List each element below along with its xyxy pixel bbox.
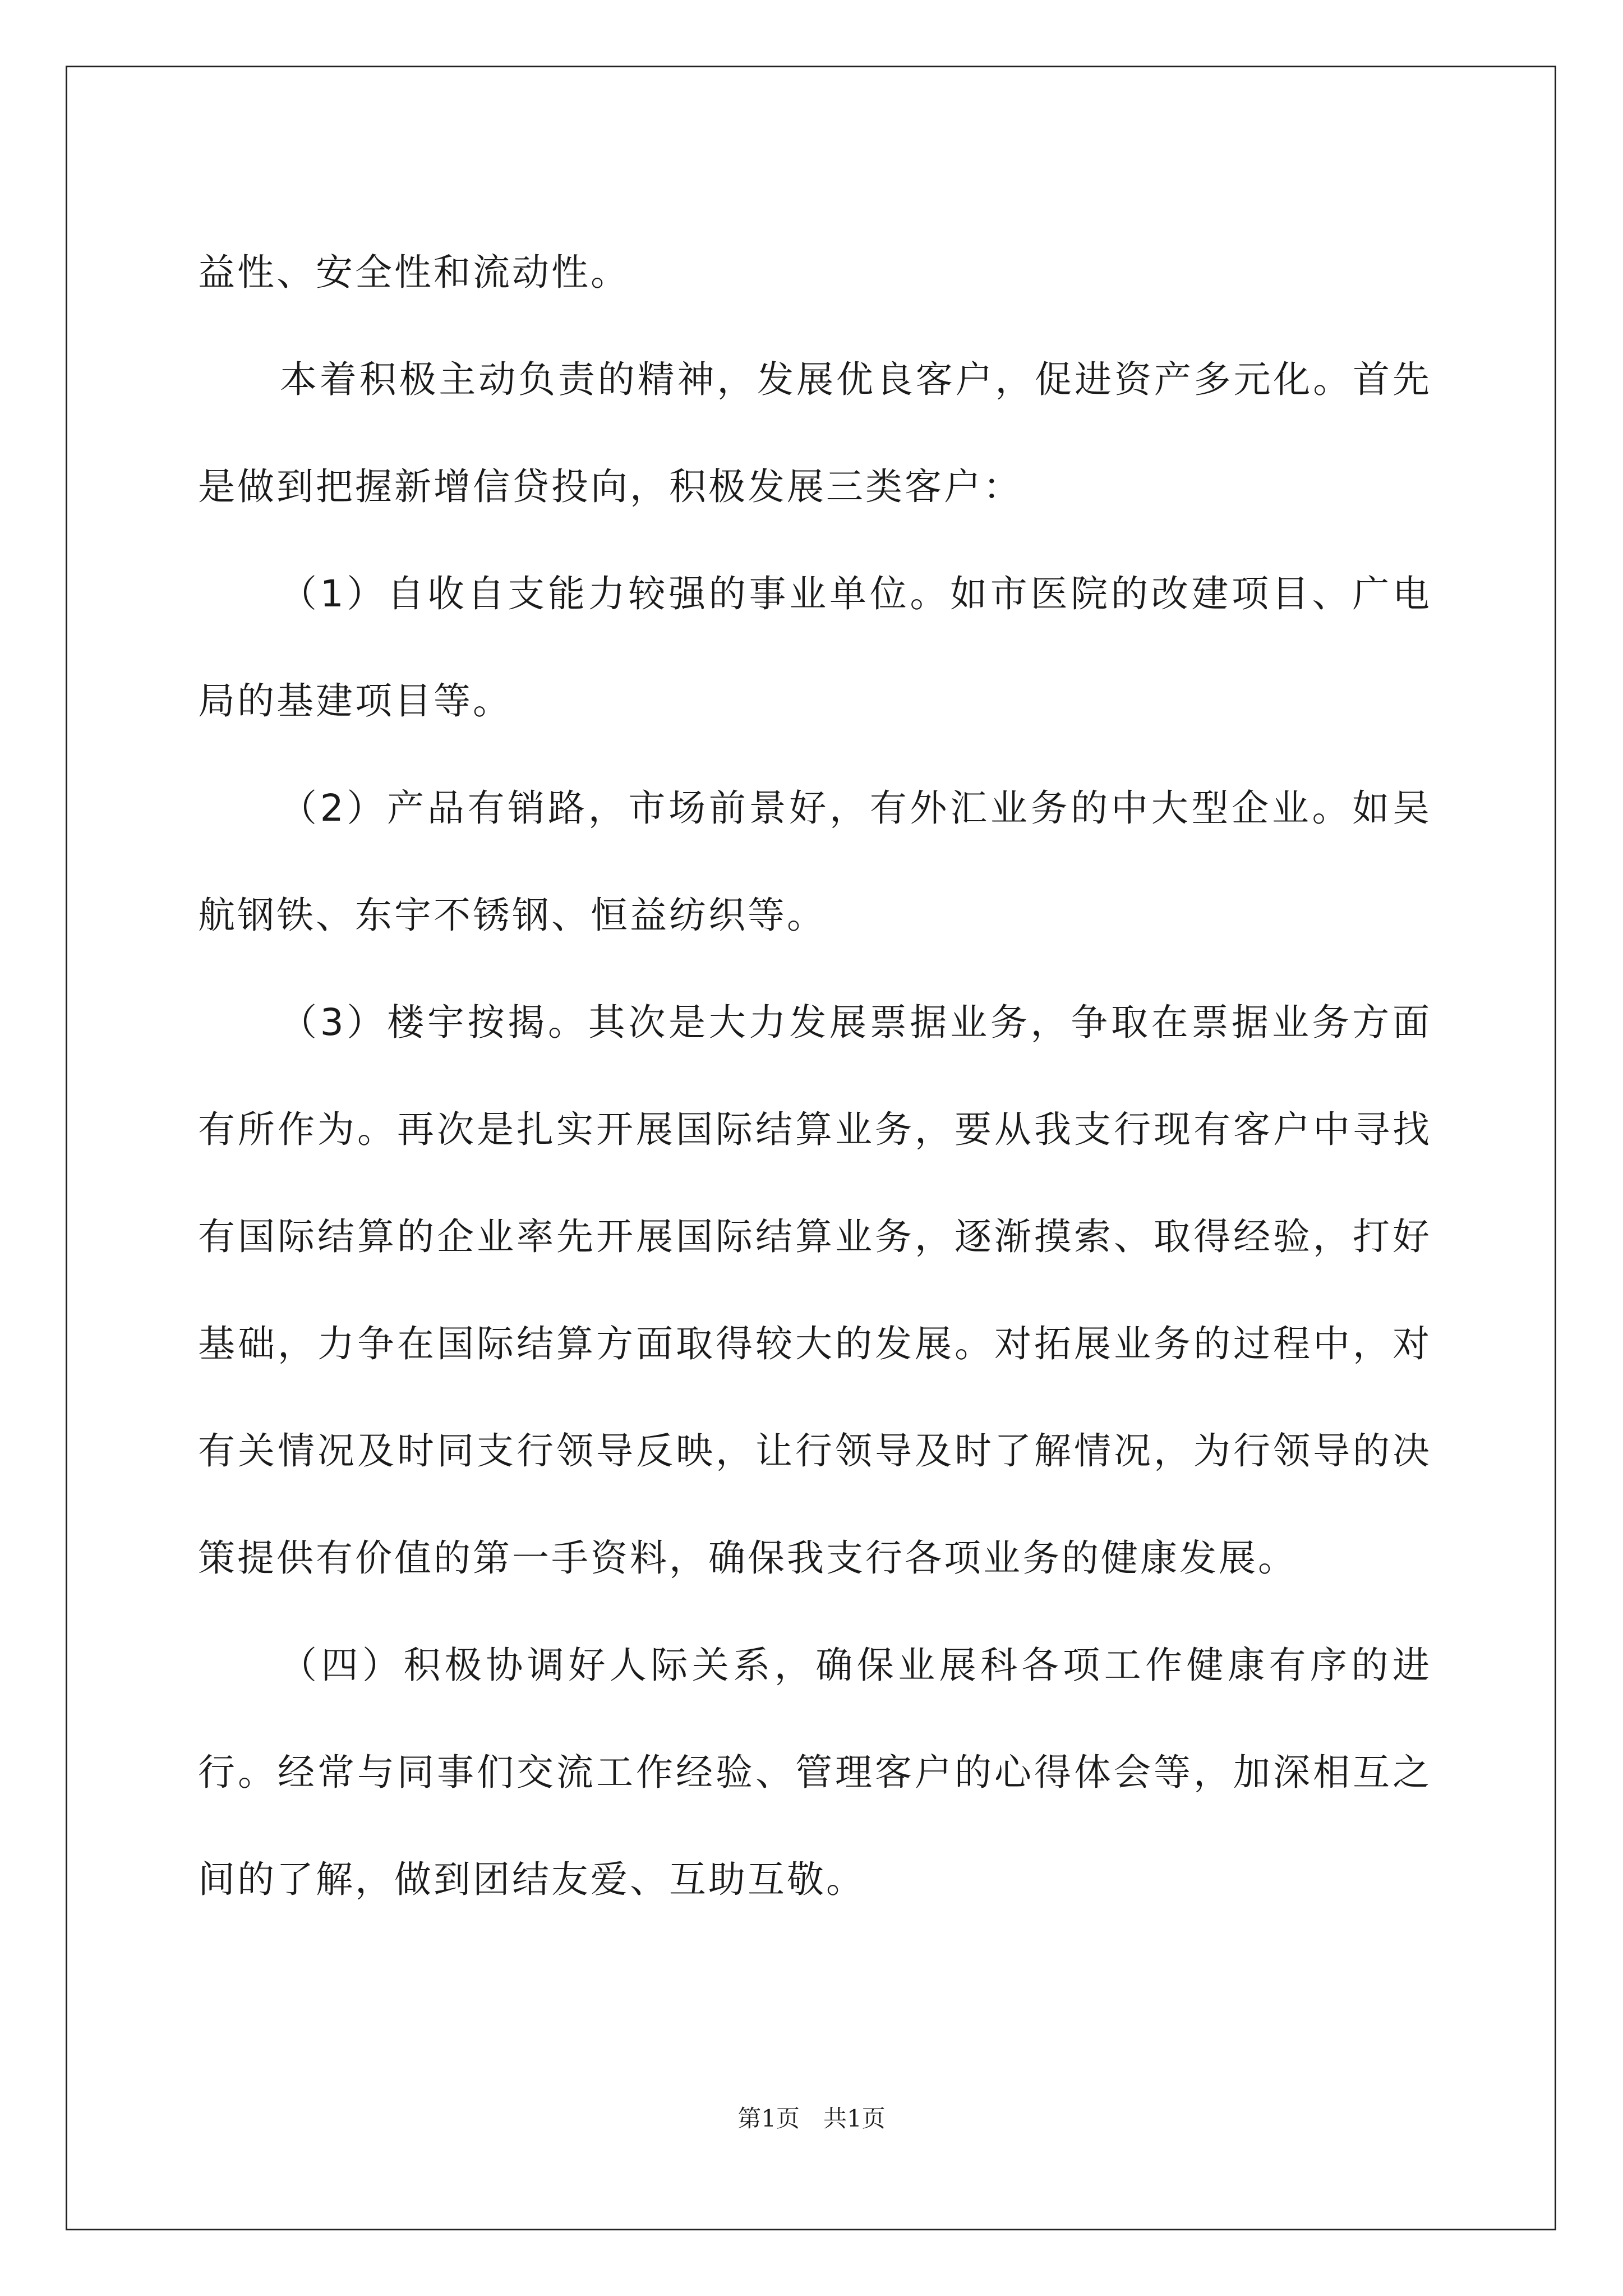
paragraph-1: 益性、安全性和流动性。 xyxy=(198,251,630,294)
paragraph-4: （2）产品有销路，市场前景好，有外汇业务的中大型企业。如吴航钢铁、东宇不锈钢、恒益纺织等。 xyxy=(198,786,1432,937)
paragraph-6: （四）积极协调好人际关系，确保业展科各项工作健康有序的进行。经常与同事们交流工作经验、管理客户的心得体会等，加深相互之间的了解，做到团结友爱、互助互敬。 xyxy=(198,1644,1432,1901)
document-body xyxy=(198,219,1432,1933)
paragraph-2: 本着积极主动负责的精神，发展优良客户，促进资产多元化。首先是做到把握新增信贷投向，积极发展三类客户： xyxy=(198,358,1432,508)
paragraph-3: （1）自收自支能力较强的事业单位。如市医院的改建项目、广电局的基建项目等。 xyxy=(198,572,1432,723)
page-number-footer: 第1页 共1页 xyxy=(737,2105,886,2132)
paragraph-5: （3）楼宇按揭。其次是大力发展票据业务，争取在票据业务方面有所作为。再次是扎实开展国际结算业务，要从我支行现有客户中寻找有国际结算的企业率先开展国际结算业务，逐渐摸索、取得经验，打好基础，力争在国际结算方面取得较大的发展。对拓展业务的过程中，对有关情况及时同支行领导反映，让行领导及时了解情况，为行领导的决策提供有价值的第一手资料，确保我支行各项业务的健康发展。 xyxy=(198,1001,1432,1580)
